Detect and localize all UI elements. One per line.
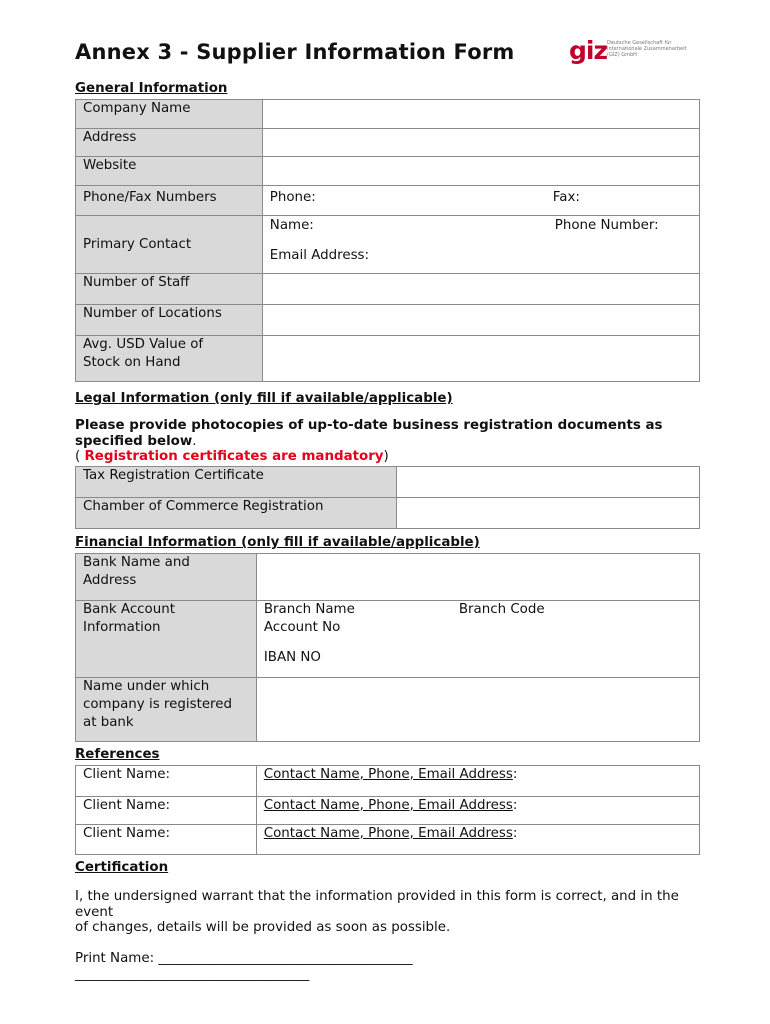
financial-information-heading: Financial Information (only fill if available/applicable) [75,535,480,550]
bank-name-label [76,554,257,601]
iban-label: IBAN NO [263,650,321,665]
legal-instruction-period: . [192,433,197,449]
legal-information-heading: Legal Information (only fill if available/applicable) [75,391,453,406]
reference-contact-hint: Contact Name, Phone, Email Address [263,798,513,813]
primary-contact-label: Primary Contact [76,216,263,274]
registered-name-label [76,678,257,742]
primary-contact-field[interactable] [262,216,699,274]
registered-name-label-line1: Name under which [83,679,210,694]
website-label: Website [76,157,263,186]
number-of-locations-field[interactable] [262,305,699,336]
certification-line2: event [75,904,114,920]
certification-heading: Certification [75,860,169,875]
client-name-label: Client Name: [76,766,257,797]
giz-logo [569,38,699,66]
phone-label: Phone: [269,190,316,205]
bank-name-label-line1: Bank Name and [83,555,190,570]
certification-line1: I, the undersigned warrant that the information provided in this form is correct, and in the [75,889,679,904]
avg-stock-value-line1: Avg. USD Value of [83,337,204,352]
address-field[interactable] [262,129,699,157]
contact-phone-label: Phone Number: [554,218,659,233]
avg-stock-value-field[interactable] [262,336,699,382]
reference-contact-colon: : [512,826,518,841]
reference-row [76,766,700,797]
logo-tagline: Deutsche Gesellschaft für Internationale Zusammenarbeit (GIZ) GmbH [607,40,687,58]
address-label: Address [76,129,263,157]
tax-registration-label: Tax Registration Certificate [76,467,397,498]
logo-mark: giz [569,36,608,65]
branch-code-label: Branch Code [458,602,545,617]
certification-line3: of changes, details will be provided as soon as possible. [75,920,451,935]
bank-account-label-line1: Bank Account [83,602,175,617]
number-of-staff-label: Number of Staff [76,274,263,305]
client-name-label: Client Name: [76,825,257,855]
paren-close: ) [383,449,389,464]
registered-name-label-line2: company is registered [83,697,233,712]
references-table [75,765,700,855]
general-information-table [75,99,700,382]
chamber-of-commerce-label: Chamber of Commerce Registration [76,498,397,529]
reference-contact-field[interactable] [256,797,699,825]
bank-account-label [76,601,257,678]
reference-contact-hint: Contact Name, Phone, Email Address [263,767,513,782]
branch-name-label: Branch Name [263,602,355,617]
website-field[interactable] [262,157,699,186]
tax-registration-field[interactable] [396,467,699,498]
reference-contact-field[interactable] [256,766,699,797]
client-name-label: Client Name: [76,797,257,825]
number-of-locations-label: Number of Locations [76,305,263,336]
page-title: Annex 3 - Supplier Information Form [75,40,515,64]
legal-instruction [75,418,663,465]
reference-contact-colon: : [512,798,518,813]
company-name-label: Company Name [76,100,263,129]
avg-stock-value-line2: Stock on Hand [83,355,181,370]
contact-name-label: Name: [269,218,314,233]
legal-instruction-line1: Please provide photocopies of up-to-date business registration documents as [75,418,663,433]
references-heading: References [75,747,160,762]
chamber-of-commerce-field[interactable] [396,498,699,529]
bank-name-label-line2: Address [83,573,137,588]
legal-information-table [75,466,700,529]
mandatory-note: Registration certificates are mandatory [84,449,384,464]
general-information-heading: General Information [75,81,228,96]
registered-name-field[interactable] [256,678,699,742]
signature-line[interactable]: ___________________________________ [75,967,310,982]
print-name-field[interactable]: Print Name: ______________________________________ [75,951,413,966]
phone-fax-label: Phone/Fax Numbers [76,186,263,216]
fax-label: Fax: [552,190,580,205]
reference-row [76,797,700,825]
bank-account-label-line2: Information [83,620,161,635]
phone-fax-field[interactable] [262,186,699,216]
reference-contact-hint: Contact Name, Phone, Email Address [263,826,513,841]
reference-contact-colon: : [512,767,518,782]
company-name-field[interactable] [262,100,699,129]
avg-stock-value-label [76,336,263,382]
registered-name-label-line3: at bank [83,715,134,730]
number-of-staff-field[interactable] [262,274,699,305]
certification-text [75,889,679,936]
paren-open: ( [75,449,85,464]
financial-information-table [75,553,700,742]
reference-row [76,825,700,855]
reference-contact-field[interactable] [256,825,699,855]
account-no-label: Account No [263,620,341,635]
bank-name-field[interactable] [256,554,699,601]
legal-instruction-line2: specified below [75,433,193,449]
bank-account-field[interactable] [256,601,699,678]
contact-email-label: Email Address: [269,248,370,263]
